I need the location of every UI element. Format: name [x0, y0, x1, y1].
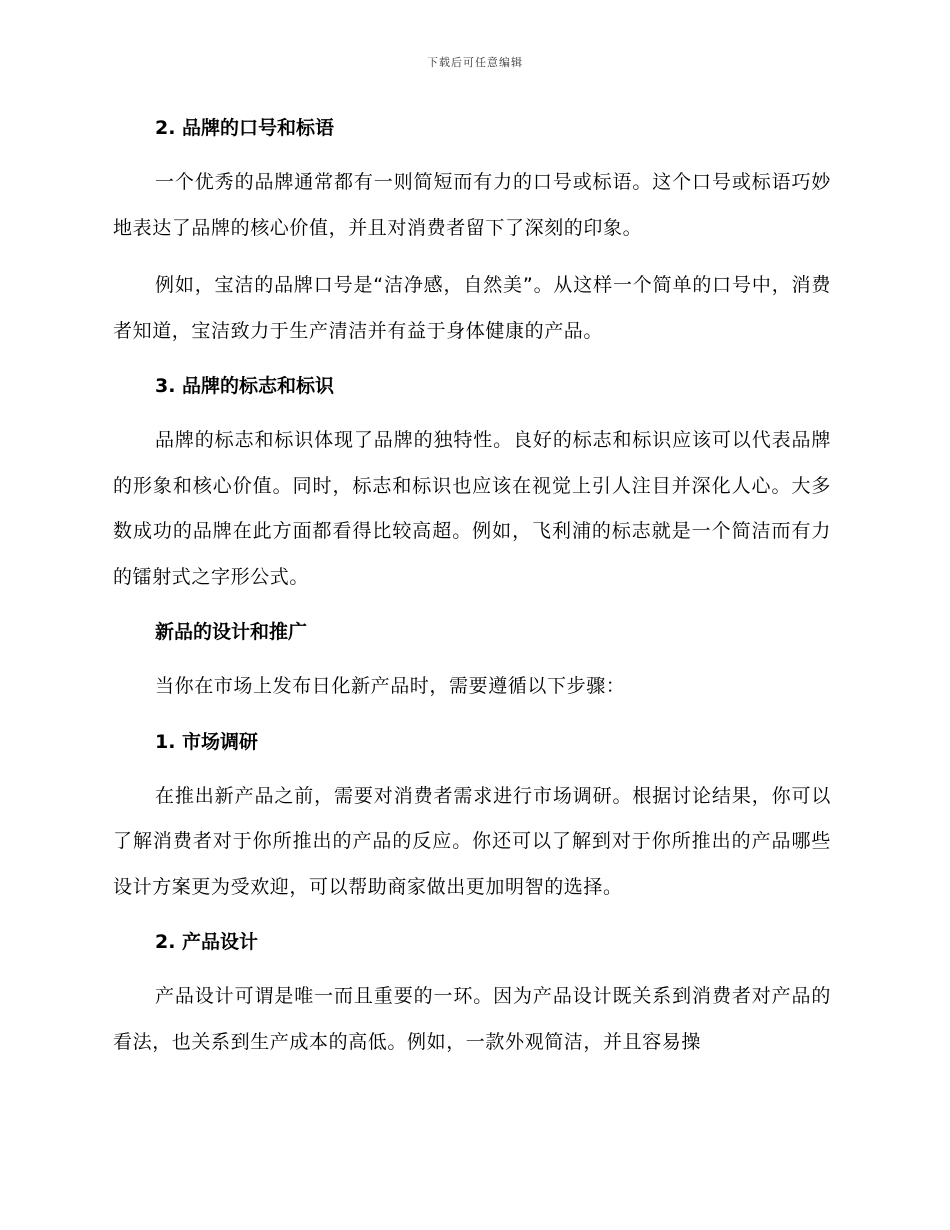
paragraph-slogan-intro: 一个优秀的品牌通常都有一则简短而有力的口号或标语。这个口号或标语巧妙地表达了品牌的核心价值，并且对消费者留下了深刻的印象。	[113, 171, 831, 239]
section-heading-product-design: 2. 产品设计	[155, 931, 259, 953]
section-heading-new-product: 新品的设计和推广	[155, 621, 308, 643]
section-heading-slogan: 2. 品牌的口号和标语	[155, 117, 335, 139]
paragraph-slogan-example: 例如，宝洁的品牌口号是“洁净感，自然美”。从这样一个简单的口号中，消费者知道，宝洁致力于生产清洁并有益于身体健康的产品。	[113, 274, 831, 342]
paragraph-market-research: 在推出新产品之前，需要对消费者需求进行市场调研。根据讨论结果，你可以了解消费者对于你所推出的产品的反应。你还可以了解到对于你所推出的产品哪些设计方案更为受欢迎，可以帮助商家做出更加明智的选择。	[113, 784, 831, 898]
paragraph-product-design: 产品设计可谓是唯一而且重要的一环。因为产品设计既关系到消费者对产品的看法，也关系到生产成本的高低。例如，一款外观简洁，并且容易操	[113, 985, 831, 1053]
document-body	[113, 108, 831, 1077]
paragraph-new-product-steps: 当你在市场上发布日化新产品时，需要遵循以下步骤：	[155, 675, 626, 697]
section-heading-market-research: 1. 市场调研	[155, 730, 259, 753]
page-header: 下载后可任意编辑	[427, 56, 523, 69]
paragraph-logo: 品牌的标志和标识体现了品牌的独特性。良好的标志和标识应该可以代表品牌的形象和核心价值。同时，标志和标识也应该在视觉上引人注目并深化人心。大多数成功的品牌在此方面都看得比较高超。例如，飞利浦的标志就是一个简洁而有力的镭射式之字形公式。	[113, 429, 831, 588]
section-heading-logo: 3. 品牌的标志和标识	[155, 375, 335, 397]
